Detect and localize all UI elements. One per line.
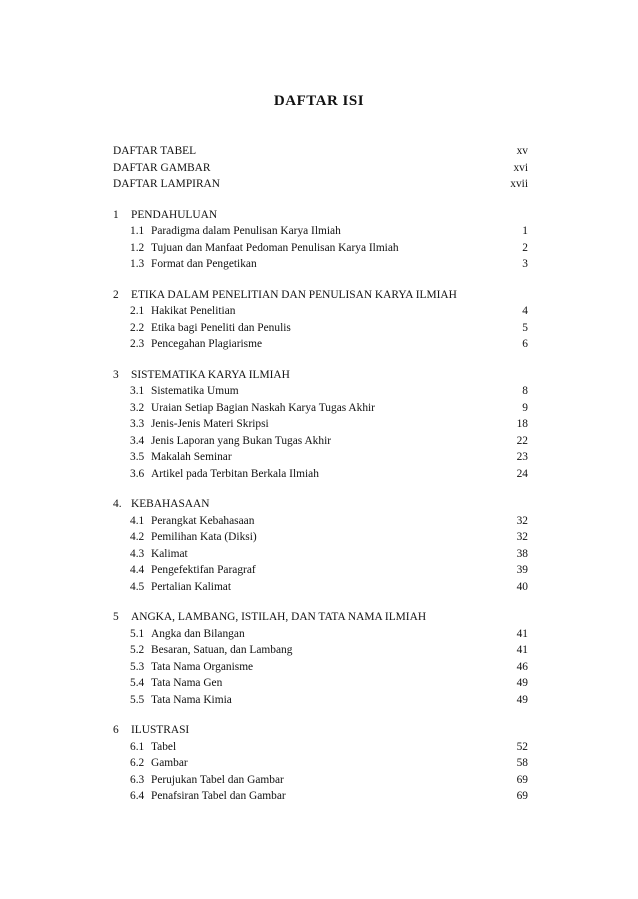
section-number: 5.1	[130, 627, 145, 640]
toc-section-entry	[113, 336, 528, 353]
entry-title: DAFTAR TABEL	[113, 145, 197, 157]
toc-chapter-heading	[113, 207, 528, 224]
toc-section-entry	[113, 303, 528, 320]
toc-front-entry	[113, 143, 528, 160]
entry-page-number: 52	[516, 740, 528, 753]
toc-section-entry	[113, 626, 528, 643]
section-title: Tata Nama Organisme	[151, 660, 254, 673]
toc-section-entry	[113, 223, 528, 240]
section-number: 3.5	[130, 451, 145, 463]
toc-section-entry	[113, 755, 528, 772]
entry-title: DAFTAR LAMPIRAN	[113, 178, 220, 190]
section-number: 1.1	[130, 225, 145, 237]
section-number: 3.3	[130, 418, 145, 430]
section-title: Gambar	[151, 757, 188, 769]
section-title: Tata Nama Gen	[151, 677, 223, 689]
toc-section-entry	[113, 675, 528, 692]
toc-chapter-heading	[113, 609, 528, 626]
section-title: Tata Nama Kimia	[151, 693, 232, 706]
entry-page-number: 9	[522, 401, 528, 414]
entry-page-number: 38	[516, 547, 528, 560]
entry-page-number: 22	[516, 434, 528, 447]
chapter-title: ILUSTRASI	[131, 724, 190, 736]
section-number: 3.2	[130, 401, 145, 414]
section-title: Etika bagi Peneliti dan Penulis	[151, 321, 291, 334]
section-number: 4.3	[130, 547, 145, 560]
entry-page-number: 1	[522, 225, 528, 237]
toc-section-entry	[113, 772, 528, 789]
entry-page-number: 46	[516, 660, 528, 673]
section-title: Jenis Laporan yang Bukan Tugas Akhir	[151, 434, 332, 447]
toc-section-entry	[113, 433, 528, 450]
section-title: Makalah Seminar	[151, 451, 232, 463]
chapter-title: ANGKA, LAMBANG, ISTILAH, DAN TATA NAMA ILMIAH	[131, 611, 427, 623]
toc-chapter-heading	[113, 722, 528, 739]
section-title: Besaran, Satuan, dan Lambang	[151, 644, 293, 656]
section-title: Penafsiran Tabel dan Gambar	[151, 790, 286, 802]
toc-section-entry	[113, 240, 528, 257]
section-number: 5.4	[130, 677, 145, 689]
entry-page-number: 2	[522, 241, 528, 254]
section-title: Pertalian Kalimat	[151, 580, 232, 593]
section-title: Perujukan Tabel dan Gambar	[151, 773, 284, 786]
chapter-title: SISTEMATIKA KARYA ILMIAH	[131, 368, 290, 381]
section-title: Perangkat Kebahasaan	[151, 514, 255, 527]
toc-section-entry	[113, 546, 528, 563]
entry-page-number: xvii	[510, 178, 528, 190]
section-number: 5.3	[130, 660, 145, 673]
section-number: 1.3	[130, 258, 145, 270]
section-title: Sistematika Umum	[151, 385, 239, 397]
entry-page-number: 69	[516, 790, 528, 802]
entry-page-number: 32	[516, 514, 528, 527]
toc-section-entry	[113, 659, 528, 676]
entry-title: DAFTAR GAMBAR	[113, 161, 211, 174]
toc-chapter-heading	[113, 496, 528, 513]
page-title: DAFTAR ISI	[273, 93, 365, 109]
section-number: 2.2	[130, 321, 145, 334]
chapter-number: 4.	[113, 498, 122, 510]
toc-section-entry	[113, 449, 528, 466]
spacer	[113, 353, 528, 367]
section-number: 6.4	[130, 790, 145, 802]
section-number: 3.6	[130, 467, 145, 480]
section-number: 3.4	[130, 434, 145, 447]
entry-page-number: 4	[522, 305, 528, 317]
toc-section-entry	[113, 320, 528, 337]
toc-chapter-heading	[113, 287, 528, 304]
section-number: 4.4	[130, 564, 145, 576]
entry-page-number: 3	[522, 258, 528, 270]
section-number: 4.1	[130, 514, 145, 527]
toc-section-entry	[113, 692, 528, 709]
spacer	[113, 193, 528, 207]
table-of-contents	[113, 143, 528, 805]
spacer	[113, 595, 528, 609]
chapter-title: KEBAHASAAN	[131, 498, 210, 510]
chapter-number: 6	[113, 724, 119, 736]
section-number: 5.5	[130, 693, 145, 706]
section-title: Uraian Setiap Bagian Naskah Karya Tugas Akhir	[151, 401, 375, 414]
section-number: 5.2	[130, 644, 145, 656]
chapter-number: 1	[113, 208, 119, 221]
toc-front-entry	[113, 160, 528, 177]
section-number: 4.5	[130, 580, 145, 593]
entry-page-number: 32	[516, 531, 528, 543]
section-title: Artikel pada Terbitan Berkala Ilmiah	[151, 467, 319, 480]
section-title: Pencegahan Plagiarisme	[151, 338, 263, 350]
entry-page-number: 40	[516, 580, 528, 593]
entry-page-number: 5	[522, 321, 528, 334]
chapter-title: PENDAHULUAN	[131, 208, 218, 221]
section-number: 1.2	[130, 241, 145, 254]
section-title: Tujuan dan Manfaat Pedoman Penulisan Karya Ilmiah	[151, 241, 399, 254]
entry-page-number: 41	[516, 627, 528, 640]
section-title: Pengefektifan Paragraf	[151, 564, 256, 576]
entry-page-number: 69	[516, 773, 528, 786]
entry-page-number: 24	[516, 467, 528, 480]
toc-section-entry	[113, 788, 528, 805]
toc-section-entry	[113, 739, 528, 756]
toc-section-entry	[113, 383, 528, 400]
toc-chapter-heading	[113, 367, 528, 384]
section-number: 2.1	[130, 305, 145, 317]
section-title: Format dan Pengetikan	[151, 258, 257, 270]
section-title: Pemilihan Kata (Diksi)	[151, 531, 257, 543]
chapter-number: 2	[113, 288, 119, 301]
toc-section-entry	[113, 562, 528, 579]
toc-front-entry	[113, 176, 528, 193]
entry-page-number: 49	[516, 677, 528, 689]
section-number: 4.2	[130, 531, 145, 543]
toc-section-entry	[113, 416, 528, 433]
chapter-title: ETIKA DALAM PENELITIAN DAN PENULISAN KARYA ILMIAH	[131, 288, 457, 301]
section-number: 6.2	[130, 757, 145, 769]
section-title: Tabel	[151, 740, 177, 753]
section-title: Jenis-Jenis Materi Skripsi	[151, 418, 269, 430]
toc-section-entry	[113, 642, 528, 659]
spacer	[113, 708, 528, 722]
section-number: 6.1	[130, 740, 145, 753]
entry-page-number: xv	[516, 145, 528, 157]
chapter-number: 3	[113, 368, 119, 381]
toc-section-entry	[113, 256, 528, 273]
entry-page-number: 39	[516, 564, 528, 576]
section-title: Hakikat Penelitian	[151, 305, 236, 317]
entry-page-number: 41	[516, 644, 528, 656]
toc-section-entry	[113, 466, 528, 483]
entry-page-number: 18	[516, 418, 528, 430]
toc-section-entry	[113, 513, 528, 530]
chapter-number: 5	[113, 611, 119, 623]
section-number: 2.3	[130, 338, 145, 350]
entry-page-number: 6	[522, 338, 528, 350]
toc-section-entry	[113, 529, 528, 546]
toc-section-entry	[113, 400, 528, 417]
spacer	[113, 482, 528, 496]
section-number: 3.1	[130, 385, 145, 397]
entry-page-number: 23	[516, 451, 528, 463]
entry-page-number: 58	[516, 757, 528, 769]
entry-page-number: 49	[516, 693, 528, 706]
spacer	[113, 273, 528, 287]
section-title: Angka dan Bilangan	[151, 627, 245, 640]
entry-page-number: 8	[522, 385, 528, 397]
section-title: Paradigma dalam Penulisan Karya Ilmiah	[151, 225, 341, 237]
toc-section-entry	[113, 579, 528, 596]
entry-page-number: xvi	[513, 161, 528, 174]
section-title: Kalimat	[151, 547, 188, 560]
section-number: 6.3	[130, 773, 145, 786]
